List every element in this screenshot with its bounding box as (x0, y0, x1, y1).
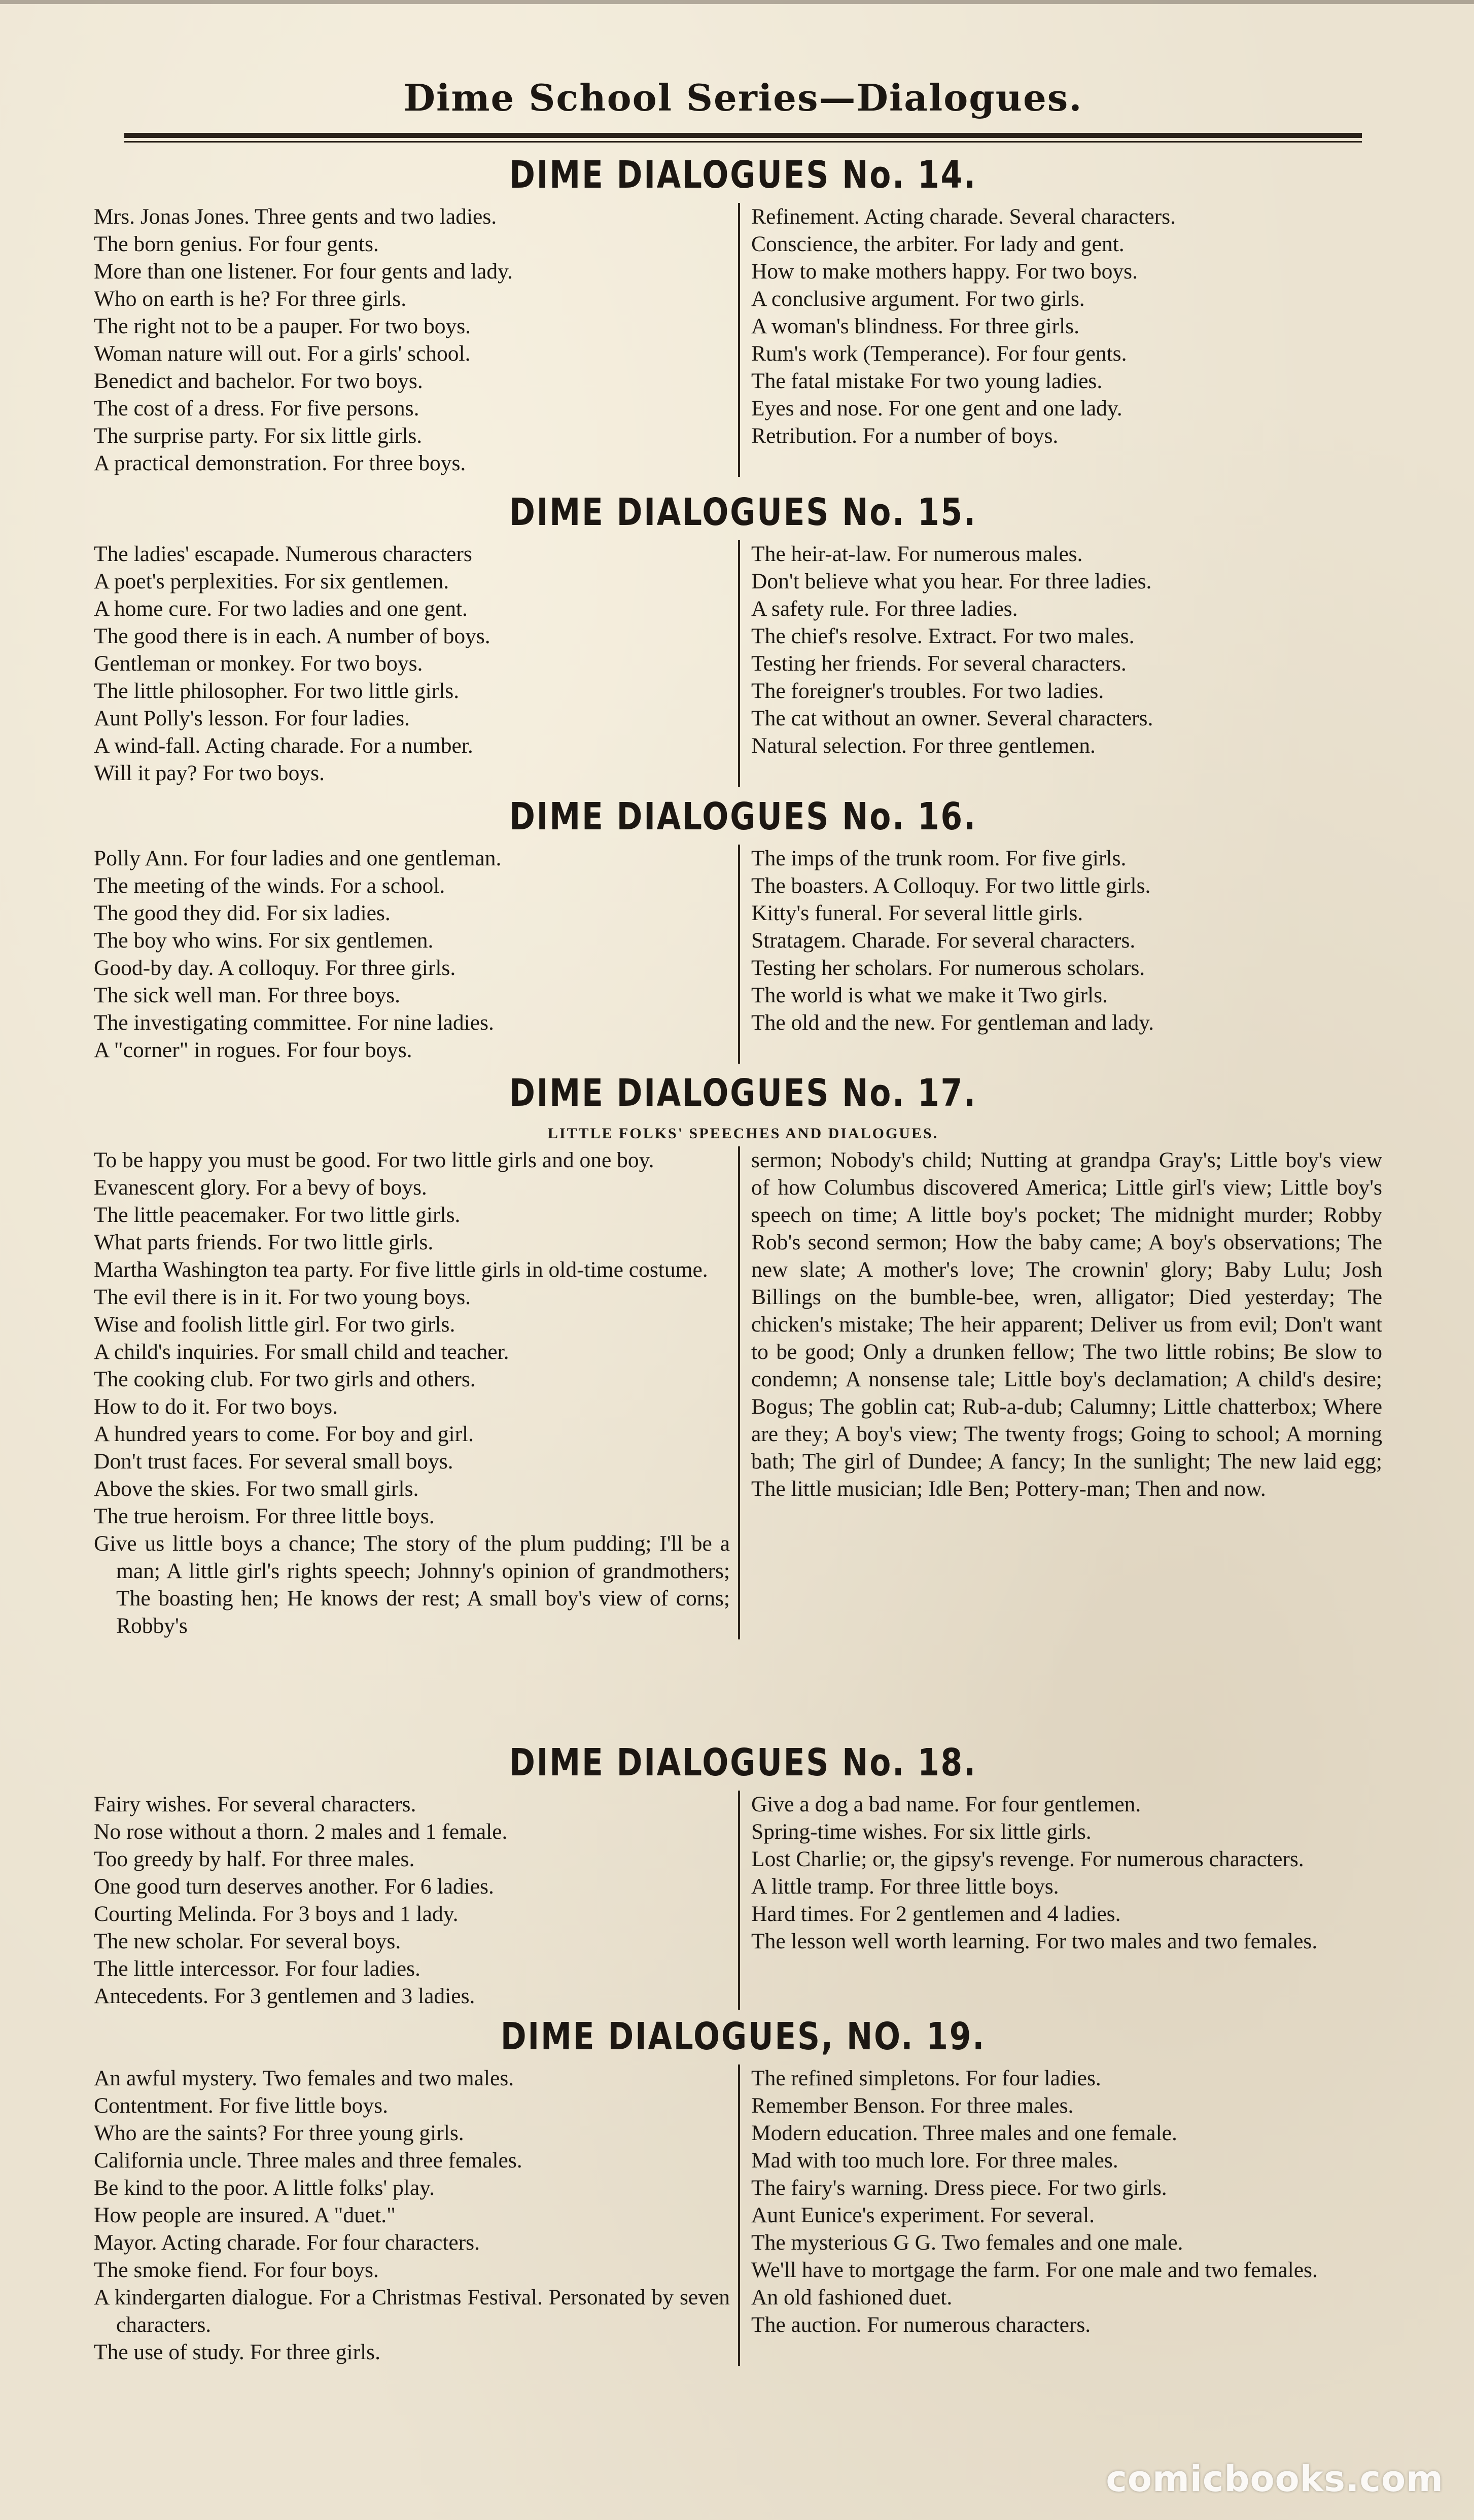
list-item: Contentment. For five little boys. (94, 2093, 388, 2118)
section-title: DIME DIALOGUES No. 16. (509, 795, 977, 838)
section-no-14 (94, 147, 1392, 477)
list-item: Woman nature will out. For a girls' school. (94, 341, 471, 366)
list-item: A kindergarten dialogue. For a Christmas Festival. Personated by seven characters. (94, 2285, 730, 2337)
list-item: Natural selection. For three gentlemen. (751, 733, 1096, 758)
left-column (94, 845, 738, 1064)
list-item: More than one listener. For four gents and lady. (94, 259, 513, 284)
list-item: Eyes and nose. For one gent and one lady. (751, 396, 1122, 421)
list-item: The new scholar. For several boys. (94, 1929, 401, 1953)
list-item: A home cure. For two ladies and one gent. (94, 597, 468, 621)
list-item: The good they did. For six ladies. (94, 901, 391, 925)
list-item: Too greedy by half. For three males. (94, 1847, 415, 1871)
list-item: The heir-at-law. For numerous males. (751, 542, 1083, 566)
list-item: To be happy you must be good. For two little girls and one boy. (94, 1148, 654, 1172)
list-item: Martha Washington tea party. For five little girls in old-time costume. (94, 1257, 708, 1282)
list-item: Testing her friends. For several characters. (751, 651, 1127, 676)
list-item: A wind-fall. Acting charade. For a number. (94, 733, 473, 758)
right-column (738, 845, 1382, 1064)
list-item: The refined simpletons. For four ladies. (751, 2066, 1101, 2090)
list-item: Don't trust faces. For several small boys. (94, 1449, 453, 1474)
list-item: The born genius. For four gents. (94, 232, 379, 256)
list-item: Testing her scholars. For numerous scholars. (751, 956, 1145, 980)
list-item: The mysterious G G. Two females and one male. (751, 2230, 1183, 2255)
speeches-paragraph: sermon; Nobody's child; Nutting at grandpa Gray's; Little boy's view of how Columbus discovered America; Little girl's view; Little boy's speech on time; A little boy's pocket; The midnight murder; Robby Rob's second sermon; How the baby came; A boy's observations; The new slate; A mother's love; The crownin' glory; Baby Lulu; Josh Billings on the bumble-bee, wren, alligator; Died yesterday; The chicken's mistake; The heir apparent; Deliver us from evil; Don't want to be good; Only a drunken fellow; The two little robins; Be slow to condemn; A nonsense tale; Little boy's declamation; A child's desire; Bogus; The goblin cat; Rub-a-dub; Calumny; Little chatterbox; Where are they; A boy's view; The twenty frogs; Going to school; A morning bath; The girl of Dundee; A fancy; In the sunlight; The new laid egg; The little musician; Idle Ben; Pottery-man; Then and now. (751, 1148, 1382, 1501)
list-item: The old and the new. For gentleman and lady. (751, 1010, 1154, 1035)
list-item: Rum's work (Temperance). For four gents. (751, 341, 1127, 366)
list-item: California uncle. Three males and three females. (94, 2148, 522, 2173)
page-header: Dime School Series—Dialogues. (403, 76, 1083, 119)
list-item: The boasters. A Colloquy. For two little girls. (751, 873, 1151, 898)
list-item: How people are insured. A "duet." (94, 2203, 396, 2227)
list-item: Who are the saints? For three young girls. (94, 2121, 464, 2145)
section-title: DIME DIALOGUES No. 17. (509, 1071, 977, 1115)
list-item: The fairy's warning. Dress piece. For two girls. (751, 2176, 1167, 2200)
section-no-18 (94, 1735, 1392, 2010)
section-title: DIME DIALOGUES, NO. 19. (500, 2015, 986, 2058)
list-item: A child's inquiries. For small child and teacher. (94, 1340, 509, 1364)
list-item: Evanescent glory. For a bevy of boys. (94, 1175, 427, 1200)
list-item: The little peacemaker. For two little girls. (94, 1203, 461, 1227)
list-item: Give us little boys a chance; The story of the plum pudding; I'll be a man; A little girl's rights speech; Johnny's opinion of grandmothers; The boasting hen; He knows der rest; A small boy's view of corns; Robby's (94, 1531, 730, 1638)
list-item: Don't believe what you hear. For three ladies. (751, 569, 1152, 593)
section-title: DIME DIALOGUES No. 15. (509, 491, 977, 534)
list-item: Hard times. For 2 gentlemen and 4 ladies. (751, 1902, 1121, 1926)
list-item: A safety rule. For three ladies. (751, 597, 1018, 621)
header-rule-thin (124, 141, 1362, 143)
left-column (94, 1146, 738, 1639)
list-item: An awful mystery. Two females and two males. (94, 2066, 514, 2090)
right-column (738, 1791, 1382, 2010)
list-item: How to do it. For two boys. (94, 1394, 338, 1419)
list-item: The investigating committee. For nine ladies. (94, 1010, 494, 1035)
list-item: Retribution. For a number of boys. (751, 424, 1059, 448)
list-item: A "corner" in rogues. For four boys. (94, 1038, 412, 1062)
list-item: Refinement. Acting charade. Several characters. (751, 204, 1176, 229)
list-item: A little tramp. For three little boys. (751, 1874, 1059, 1899)
list-item: Who on earth is he? For three girls. (94, 287, 407, 311)
list-item: The surprise party. For six little girls. (94, 424, 423, 448)
list-item: Be kind to the poor. A little folks' play. (94, 2176, 435, 2200)
list-item: Mayor. Acting charade. For four characters. (94, 2230, 480, 2255)
list-item: A hundred years to come. For boy and girl. (94, 1422, 474, 1446)
list-item: The world is what we make it Two girls. (751, 983, 1108, 1007)
right-column (738, 1146, 1382, 1639)
list-item: Mrs. Jonas Jones. Three gents and two ladies. (94, 204, 497, 229)
list-item: Remember Benson. For three males. (751, 2093, 1074, 2118)
list-item: Stratagem. Charade. For several characters. (751, 928, 1136, 953)
list-item: Kitty's funeral. For several little girls. (751, 901, 1083, 925)
list-item: No rose without a thorn. 2 males and 1 female. (94, 1819, 508, 1844)
list-item: Will it pay? For two boys. (94, 761, 325, 785)
list-item: The little philosopher. For two little girls. (94, 679, 460, 703)
list-item: The true heroism. For three little boys. (94, 1504, 435, 1528)
list-item: How to make mothers happy. For two boys. (751, 259, 1138, 284)
list-item: The cooking club. For two girls and others. (94, 1367, 476, 1391)
list-item: A poet's perplexities. For six gentlemen. (94, 569, 449, 593)
left-column (94, 2064, 738, 2366)
list-item: Give a dog a bad name. For four gentlemen. (751, 1792, 1141, 1816)
list-item: The ladies' escapade. Numerous characters (94, 542, 472, 566)
list-item: Above the skies. For two small girls. (94, 1477, 419, 1501)
section-no-15 (94, 484, 1392, 787)
right-column (738, 203, 1382, 477)
section-columns (94, 2064, 1392, 2366)
left-column (94, 1791, 738, 2010)
list-item: The smoke fiend. For four boys. (94, 2258, 379, 2282)
section-columns (94, 845, 1392, 1064)
list-item: The lesson well worth learning. For two males and two females. (751, 1929, 1318, 1953)
list-item: One good turn deserves another. For 6 ladies. (94, 1874, 494, 1899)
list-item: A woman's blindness. For three girls. (751, 314, 1079, 338)
list-item: Aunt Eunice's experiment. For several. (751, 2203, 1095, 2227)
header-rule (124, 133, 1362, 138)
list-item: Gentleman or monkey. For two boys. (94, 651, 423, 676)
list-item: The right not to be a pauper. For two boys. (94, 314, 471, 338)
list-item: Wise and foolish little girl. For two girls. (94, 1312, 455, 1337)
top-edge-shadow (0, 0, 1474, 4)
list-item: The auction. For numerous characters. (751, 2313, 1091, 2337)
list-item: The evil there is in it. For two young boys. (94, 1285, 471, 1309)
list-item: The meeting of the winds. For a school. (94, 873, 445, 898)
section-title: DIME DIALOGUES No. 14. (509, 153, 977, 197)
section-title: DIME DIALOGUES No. 18. (509, 1741, 977, 1784)
list-item: The imps of the trunk room. For five girls. (751, 846, 1127, 870)
list-item: Antecedents. For 3 gentlemen and 3 ladies. (94, 1984, 475, 2008)
list-item: Lost Charlie; or, the gipsy's revenge. For numerous characters. (751, 1847, 1304, 1871)
list-item: The fatal mistake For two young ladies. (751, 369, 1103, 393)
list-item: The sick well man. For three boys. (94, 983, 401, 1007)
list-item: Mad with too much lore. For three males. (751, 2148, 1118, 2173)
section-columns (94, 540, 1392, 787)
right-column (738, 540, 1382, 787)
list-item: Modern education. Three males and one female. (751, 2121, 1177, 2145)
left-column (94, 540, 738, 787)
list-item: A conclusive argument. For two girls. (751, 287, 1085, 311)
section-columns (94, 1146, 1392, 1639)
list-item: Polly Ann. For four ladies and one gentleman. (94, 846, 502, 870)
list-item: The use of study. For three girls. (94, 2340, 380, 2364)
list-item: An old fashioned duet. (751, 2285, 953, 2309)
list-item: We'll have to mortgage the farm. For one male and two females. (751, 2258, 1318, 2282)
list-item: The cat without an owner. Several characters. (751, 706, 1153, 730)
section-no-16 (94, 789, 1392, 1064)
left-column (94, 203, 738, 477)
section-no-17 (94, 1065, 1392, 1639)
list-item: Benedict and bachelor. For two boys. (94, 369, 423, 393)
section-columns (94, 203, 1392, 477)
site-watermark: comicbooks.com (1106, 2458, 1444, 2500)
list-item: The little intercessor. For four ladies. (94, 1956, 420, 1981)
list-item: Good-by day. A colloquy. For three girls. (94, 956, 456, 980)
list-item: A practical demonstration. For three boys. (94, 451, 466, 475)
section-subtitle: LITTLE FOLKS' SPEECHES AND DIALOGUES. (547, 1125, 939, 1142)
list-item: Conscience, the arbiter. For lady and gent. (751, 232, 1125, 256)
list-item: Aunt Polly's lesson. For four ladies. (94, 706, 410, 730)
list-item: Spring-time wishes. For six little girls. (751, 1819, 1092, 1844)
list-item: What parts friends. For two little girls. (94, 1230, 434, 1254)
list-item: The good there is in each. A number of boys. (94, 624, 490, 648)
section-no-19 (94, 2009, 1392, 2366)
section-columns (94, 1791, 1392, 2010)
list-item: Fairy wishes. For several characters. (94, 1792, 416, 1816)
list-item: Courting Melinda. For 3 boys and 1 lady. (94, 1902, 459, 1926)
list-item: The chief's resolve. Extract. For two males. (751, 624, 1135, 648)
list-item: The cost of a dress. For five persons. (94, 396, 419, 421)
list-item: The boy who wins. For six gentlemen. (94, 928, 434, 953)
list-item: The foreigner's troubles. For two ladies. (751, 679, 1104, 703)
right-column (738, 2064, 1382, 2366)
